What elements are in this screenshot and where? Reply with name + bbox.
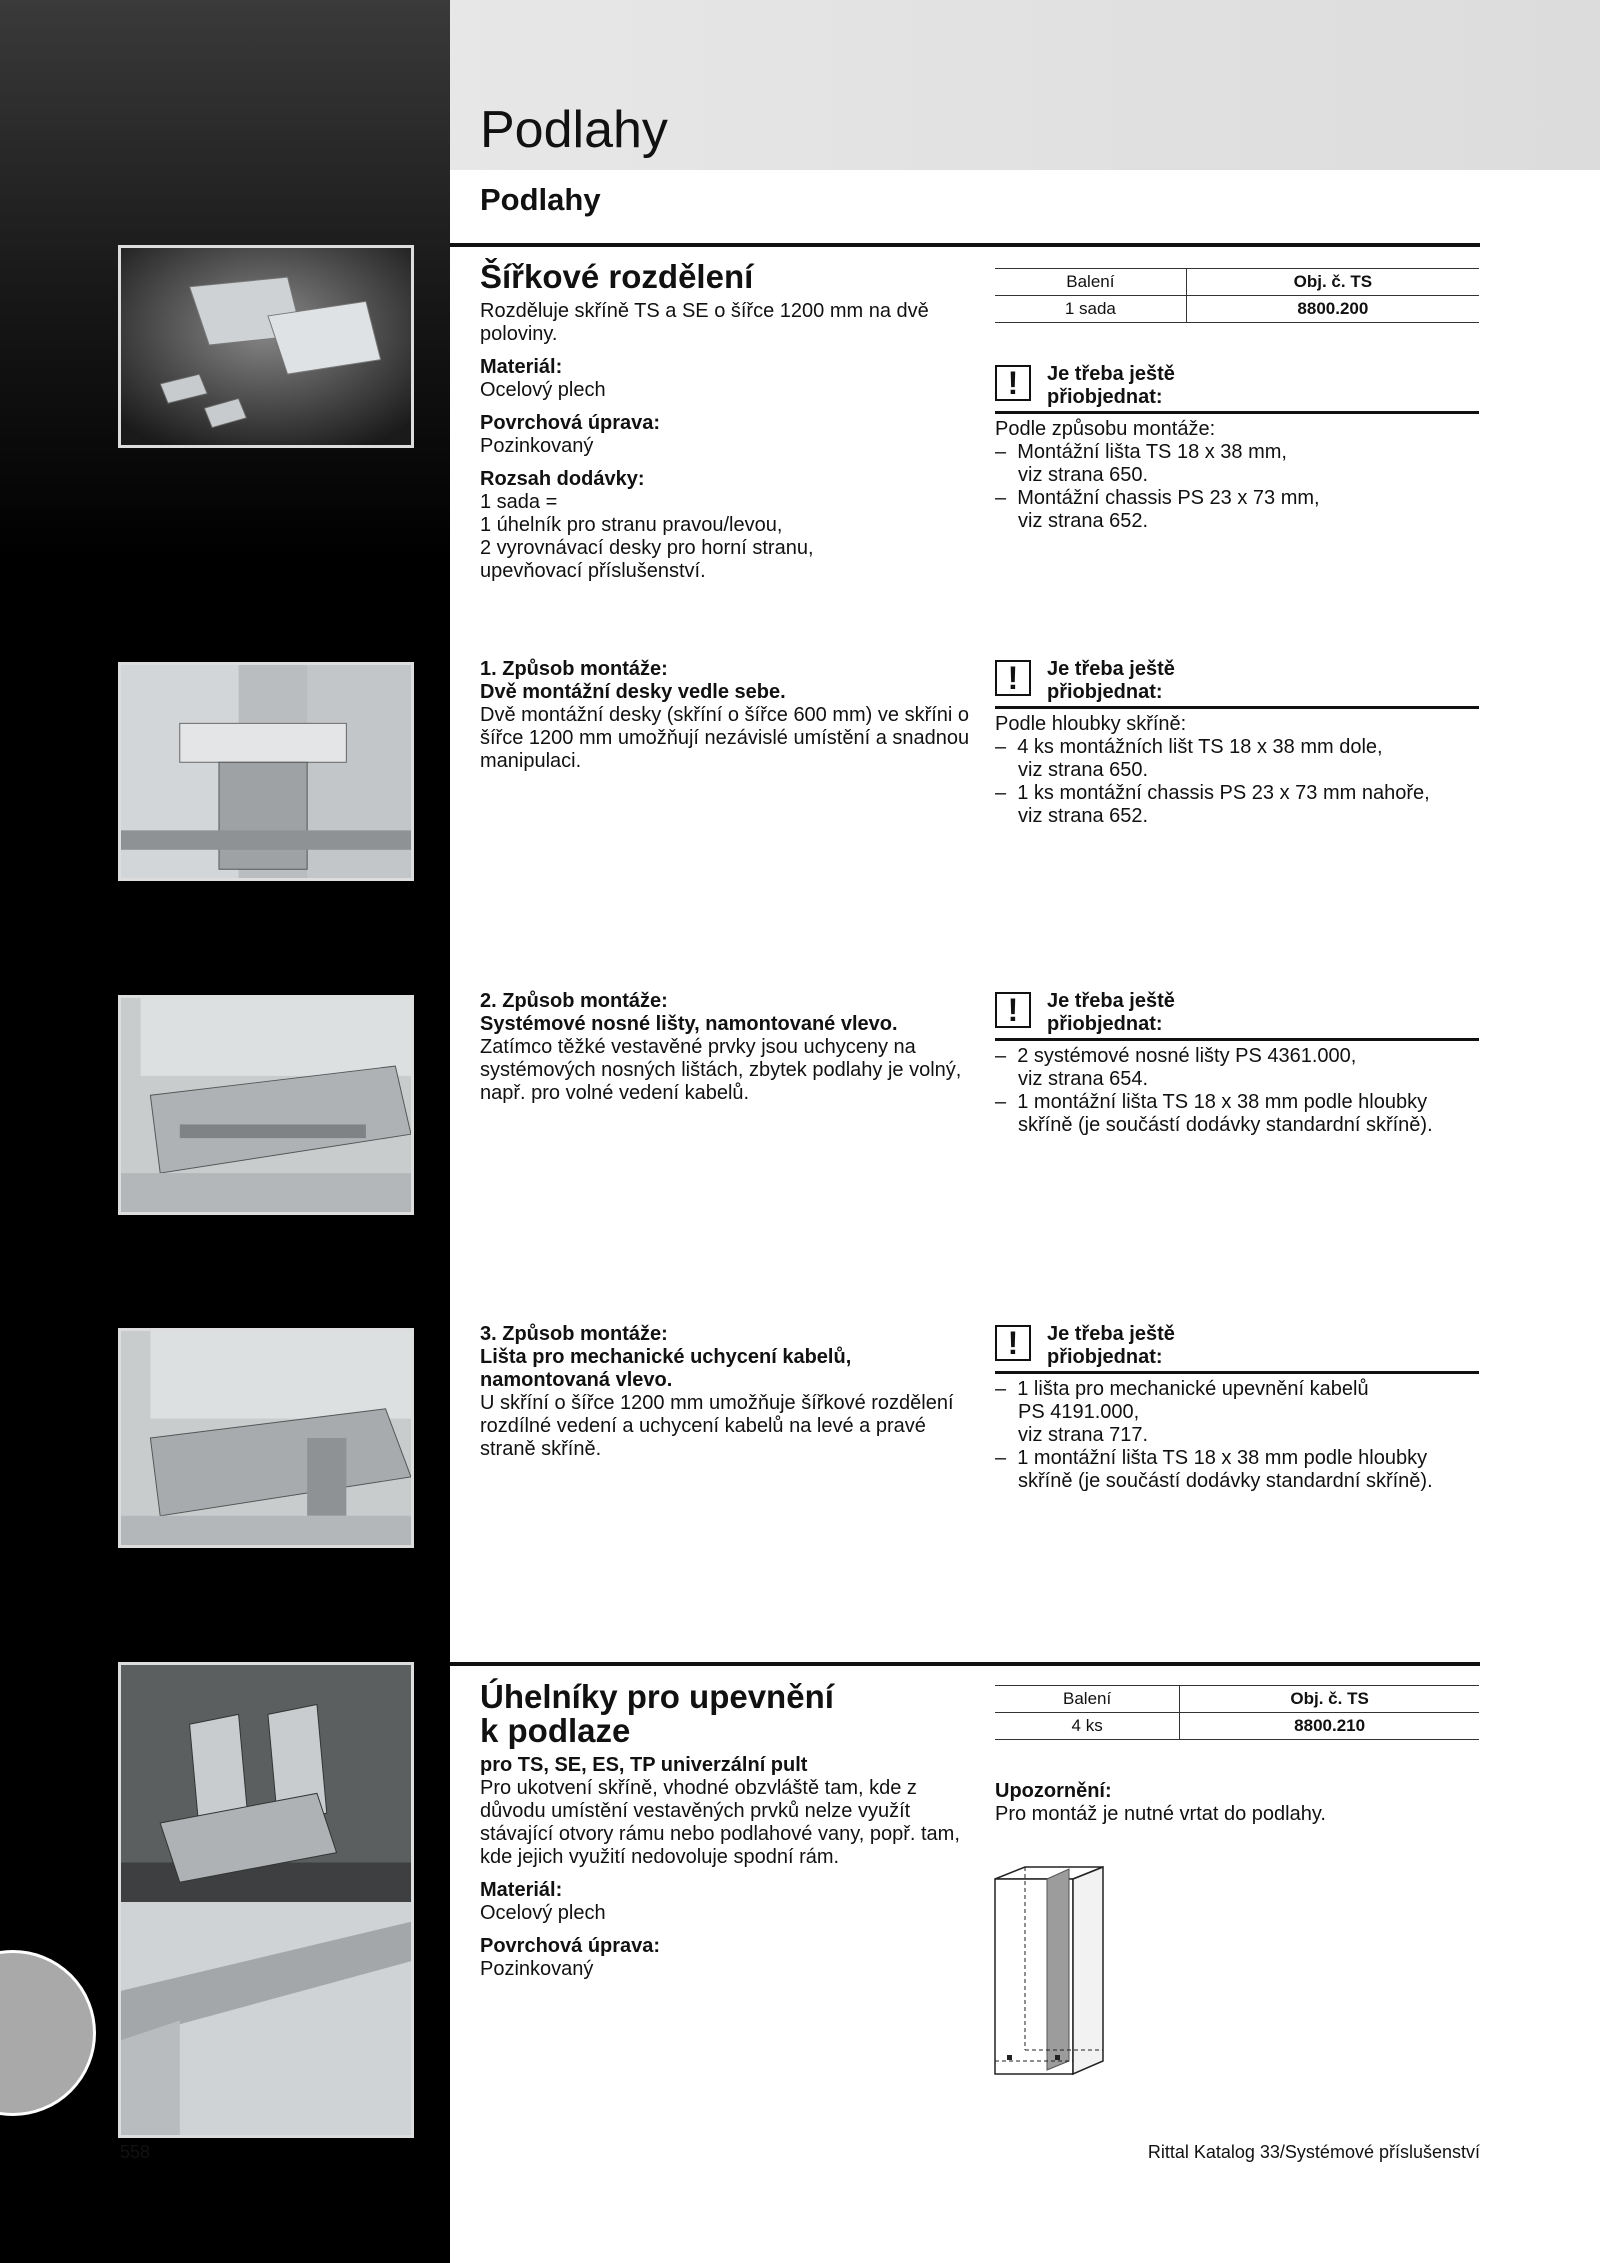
note-item-cont: viz strana 650. (1018, 464, 1149, 486)
note-title: Je třeba ještě přiobjednat: (1047, 658, 1175, 703)
product2-text (480, 1680, 970, 1981)
note-item: – 1 montážní lišta TS 18 x 38 mm podle hloubky (995, 1091, 1428, 1113)
product1-scope-label: Rozsah dodávky: (480, 468, 645, 490)
mount3-subtitle: Lišta pro mechanické uchycení kabelů, namontovaná vlevo. (480, 1346, 852, 1391)
product2-material-label: Materiál: (480, 1879, 563, 1901)
product2-subtitle: pro TS, SE, ES, TP univerzální pult (480, 1754, 808, 1776)
exclamation-icon: ! (995, 365, 1031, 401)
note-item: – Montážní lišta TS 18 x 38 mm, (995, 441, 1287, 463)
note-item-cont: viz strana 650. (1018, 759, 1149, 781)
note-item: – 2 systémové nosné lišty PS 4361.000, (995, 1045, 1357, 1067)
note-item-cont: PS 4191.000, (1018, 1401, 1140, 1423)
photo-mount-1 (118, 662, 414, 881)
product2-desc: Pro ukotvení skříně, vhodné obzvláště tam, kde z důvodu umístění vestavěných prvků nelze využít stávající otvory rámu nebo podlahové vany, popř. tam, kde jejich využití nedovoluje spodní rám. (480, 1777, 960, 1868)
note-item: – 4 ks montážních lišt TS 18 x 38 mm dole, (995, 736, 1383, 758)
note-item: – Montážní chassis PS 23 x 73 mm, (995, 487, 1320, 509)
table-cell-order-no: 8800.210 (1180, 1713, 1479, 1740)
note-item-cont: viz strana 652. (1018, 510, 1149, 532)
mount2-text (480, 990, 970, 1105)
catalog-footer: Rittal Katalog 33/Systémové příslušenství (1147, 2142, 1480, 2162)
note-item: – 1 lišta pro mechanické upevnění kabelů (995, 1378, 1369, 1400)
product2-title-line2: k podlaze (480, 1712, 631, 1749)
warning-text: Pro montáž je nutné vrtat do podlahy. (995, 1803, 1326, 1825)
mount2-subtitle: Systémové nosné lišty, namontované vlevo. (480, 1013, 898, 1035)
sidebar-gray-circle (0, 1950, 96, 2116)
mount1-desc: Dvě montážní desky (skříní o šířce 600 mm) ve skříni o šířce 1200 mm umožňují nezávislé umístění a snadnou manipulaci. (480, 704, 970, 772)
note-item-cont: skříně (je součástí dodávky standardní skříně). (1018, 1114, 1433, 1136)
product2-title-line1: Úhelníky pro upevnění (480, 1678, 834, 1715)
exclamation-icon: ! (995, 992, 1031, 1028)
photo-mount-3 (118, 1328, 414, 1548)
note-intro: Podle způsobu montáže: (995, 418, 1216, 440)
product1-surface-label: Povrchová úprava: (480, 412, 661, 434)
note-item-cont: viz strana 654. (1018, 1068, 1149, 1090)
product1-material: Ocelový plech (480, 379, 606, 401)
mount1-subtitle: Dvě montážní desky vedle sebe. (480, 681, 786, 703)
product1-order-note (995, 363, 1479, 533)
product1-scope-line: upevňovací příslušenství. (480, 560, 706, 582)
page-number: 558 (120, 2142, 151, 2162)
note-title: Je třeba ještě přiobjednat: (1047, 1323, 1175, 1368)
exclamation-icon: ! (995, 660, 1031, 696)
note-item-cont: skříně (je součástí dodávky standardní skříně). (1018, 1470, 1433, 1492)
product2-surface-label: Povrchová úprava: (480, 1935, 661, 1957)
table-header-order-no: Obj. č. TS (1186, 269, 1479, 296)
product2-surface: Pozinkovaný (480, 1958, 594, 1980)
photo-mount-2 (118, 995, 414, 1215)
section-title: Podlahy (480, 182, 601, 217)
photo-width-divider (118, 245, 414, 448)
mount3-title: 3. Způsob montáže: (480, 1323, 668, 1345)
note-title: Je třeba ještě přiobjednat: (1047, 990, 1175, 1035)
note-title: Je třeba ještě přiobjednat: (1047, 363, 1175, 408)
warning-label: Upozornění: (995, 1780, 1112, 1802)
mount3-text (480, 1323, 970, 1461)
mount1-text (480, 658, 970, 773)
mount2-desc: Zatímco těžké vestavěné prvky jsou uchyceny na systémových nosných lištách, zbytek podlahy je volný, např. pro volné vedení kabelů. (480, 1036, 962, 1104)
product1-desc: Rozděluje skříně TS a SE o šířce 1200 mm na dvě poloviny. (480, 300, 929, 345)
product1-scope-line: 1 úhelník pro stranu pravou/levou, (480, 514, 783, 536)
exclamation-icon: ! (995, 1325, 1031, 1361)
mount1-order-note (995, 658, 1479, 828)
product1-surface: Pozinkovaný (480, 435, 594, 457)
product1-scope-line: 2 vyrovnávací desky pro horní stranu, (480, 537, 814, 559)
mount2-order-note (995, 990, 1479, 1137)
note-item-cont: viz strana 652. (1018, 805, 1149, 827)
product1-text (480, 260, 970, 583)
mount3-desc: U skříní o šířce 1200 mm umožňuje šířkové rozdělení rozdílné vedení a uchycení kabelů na levé a pravé straně skříně. (480, 1392, 954, 1460)
table-header-order-no: Obj. č. TS (1180, 1686, 1479, 1713)
section-rule-1 (450, 243, 1480, 247)
table-cell-packaging: 4 ks (995, 1713, 1180, 1740)
table-header-packaging: Balení (995, 1686, 1180, 1713)
mount3-order-note (995, 1323, 1479, 1493)
product1-title: Šířkové rozdělení (480, 258, 754, 295)
page-title: Podlahy (480, 101, 668, 159)
table-cell-packaging: 1 sada (995, 296, 1186, 323)
mount2-title: 2. Způsob montáže: (480, 990, 668, 1012)
note-intro: Podle hloubky skříně: (995, 713, 1187, 735)
product2-warning (995, 1780, 1479, 1826)
product1-order-table (995, 268, 1479, 323)
note-item: – 1 ks montážní chassis PS 23 x 73 mm nahoře, (995, 782, 1430, 804)
photo-floor-brackets (118, 1662, 414, 2138)
mount1-title: 1. Způsob montáže: (480, 658, 668, 680)
product1-material-label: Materiál: (480, 356, 563, 378)
product2-material: Ocelový plech (480, 1902, 606, 1924)
product1-scope-line: 1 sada = (480, 491, 558, 513)
table-cell-order-no: 8800.200 (1186, 296, 1479, 323)
note-item: – 1 montážní lišta TS 18 x 38 mm podle hloubky (995, 1447, 1428, 1469)
cabinet-diagram (993, 1865, 1113, 2085)
section-rule-2 (450, 1662, 1480, 1666)
product2-order-table (995, 1685, 1479, 1740)
note-item-cont: viz strana 717. (1018, 1424, 1149, 1446)
table-header-packaging: Balení (995, 269, 1186, 296)
